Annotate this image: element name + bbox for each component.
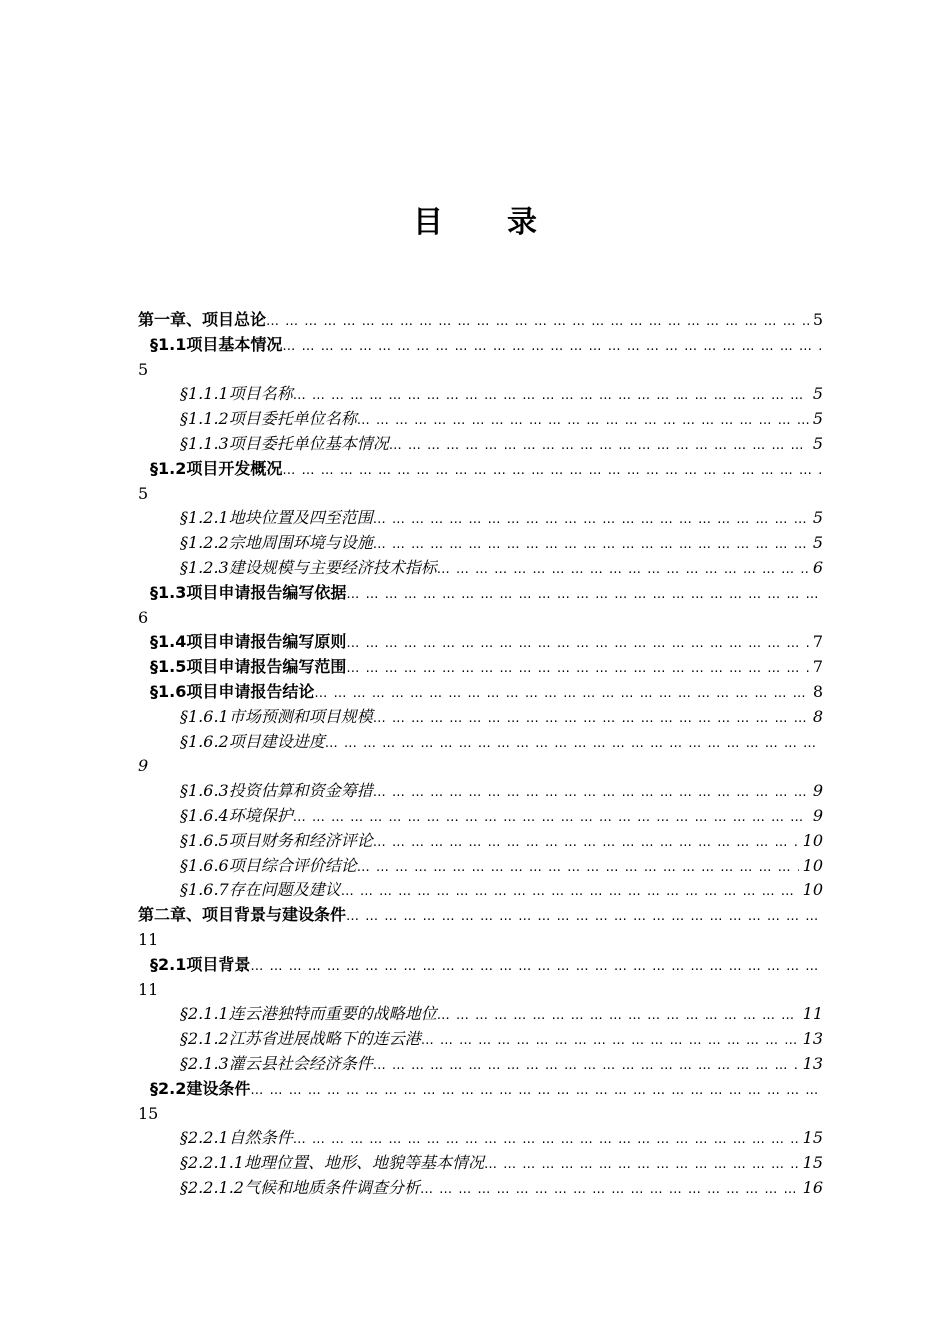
toc-entry[interactable] <box>180 878 823 902</box>
toc-entry-page: 5 <box>138 359 149 379</box>
toc-entry[interactable] <box>150 680 823 704</box>
toc-entry[interactable] <box>150 333 823 357</box>
toc-leader-dots <box>357 856 799 878</box>
toc-entry-page: 8 <box>812 682 823 701</box>
toc-entry-label: §1.6.6项目综合评价结论 <box>180 855 357 875</box>
toc-entry[interactable] <box>180 779 823 803</box>
toc-entry-label: §2.2.1.1地理位置、地形、地貌等基本情况 <box>180 1153 484 1173</box>
toc-entry[interactable] <box>180 382 823 406</box>
toc-entry-label: §1.2.1地块位置及四至范围 <box>180 508 373 528</box>
toc-entry-label: §1.1.2项目委托单位名称 <box>180 409 357 429</box>
toc-leader-dots <box>373 508 809 530</box>
toc-leader-dots <box>373 1054 799 1076</box>
toc-entry-label: §1.2.3建设规模与主要经济技术指标 <box>180 558 437 577</box>
toc-entry-label: §1.5项目申请报告编写范围 <box>150 657 347 677</box>
toc-entry[interactable] <box>150 581 823 605</box>
toc-entry-label: §2.2建设条件 <box>150 1078 251 1098</box>
toc-entry-page: 9 <box>812 781 823 801</box>
toc-entry-page: 5 <box>812 409 823 429</box>
toc-entry-page: 5 <box>812 508 823 528</box>
toc-entry-label: §1.3项目申请报告编写依据 <box>150 582 347 602</box>
toc-leader-dots <box>293 806 809 828</box>
toc-entry[interactable] <box>180 407 823 431</box>
toc-entry-label: §1.2项目开发概况 <box>150 458 283 478</box>
toc-entry[interactable] <box>180 730 823 754</box>
toc-entry[interactable] <box>180 804 823 828</box>
toc-entry-page: 6 <box>138 607 149 627</box>
toc-entry-label: §1.6.7存在问题及建议 <box>180 880 341 900</box>
toc-entry-page: 5 <box>812 434 823 453</box>
toc-entry-label: §1.6.5项目财务和经济评论 <box>180 830 373 850</box>
toc-leader-dots <box>357 409 809 431</box>
toc-leader-dots <box>314 682 808 704</box>
toc-entry[interactable] <box>150 1077 823 1101</box>
title-char-1: 目 <box>413 205 443 240</box>
toc-entry-label: §2.2.1.2气候和地质条件调查分析 <box>180 1178 420 1197</box>
toc-entry-label: §2.1.1连云港独特而重要的战略地位 <box>180 1004 437 1024</box>
toc-entry-label: §2.1.3灌云县社会经济条件 <box>180 1054 373 1073</box>
toc-entry[interactable] <box>150 953 823 977</box>
toc-entry[interactable] <box>180 829 823 853</box>
toc-entry-page: 6 <box>812 558 823 577</box>
toc-entry[interactable] <box>180 1027 823 1051</box>
toc-entry-label: §2.1项目背景 <box>150 954 251 974</box>
toc-entry-page: 5 <box>812 310 823 329</box>
toc-entry[interactable] <box>180 1002 823 1026</box>
toc-entry-page: 11 <box>138 930 159 949</box>
toc-entry[interactable] <box>150 655 823 679</box>
toc-leader-dots <box>266 310 809 332</box>
toc-leader-dots <box>421 1029 799 1051</box>
toc-entry-page: 15 <box>802 1153 823 1173</box>
toc-entry[interactable] <box>180 854 823 878</box>
toc-entry-page: 15 <box>138 1103 159 1123</box>
toc-leader-dots <box>293 1128 799 1150</box>
toc-leader-dots <box>346 657 808 679</box>
toc-entry-page: 9 <box>138 756 149 776</box>
toc-entry[interactable] <box>180 531 823 555</box>
toc-entry-page: 15 <box>802 1128 823 1148</box>
toc-entry-page: 11 <box>138 979 159 999</box>
toc-entry[interactable] <box>180 1052 823 1076</box>
toc-entry-page: 5 <box>138 483 149 503</box>
toc-entry-page: 5 <box>812 384 823 404</box>
toc-entry-label: §1.6项目申请报告结论 <box>150 682 315 701</box>
toc-entry-label: §1.6.3投资估算和资金筹措 <box>180 781 373 801</box>
toc-entry-label: 第一章、项目总论 <box>138 310 267 329</box>
toc-entry-page: 9 <box>812 806 823 825</box>
toc-leader-dots <box>250 955 823 977</box>
toc-entry-page: 16 <box>802 1178 823 1197</box>
toc-leader-dots <box>282 459 823 481</box>
toc-leader-dots <box>346 905 823 927</box>
toc-entry-page: 5 <box>812 533 823 553</box>
toc-leader-dots <box>437 1004 799 1026</box>
toc-entry[interactable] <box>180 556 823 580</box>
toc-entry-label: §2.2.1自然条件 <box>180 1128 293 1148</box>
toc-entry[interactable] <box>150 457 823 481</box>
toc-entry-label: §1.1.1项目名称 <box>180 384 293 404</box>
toc-entry[interactable] <box>138 308 823 332</box>
toc-entry-label: 第二章、项目背景与建设条件 <box>138 905 347 925</box>
toc-entry-label: §1.4项目申请报告编写原则 <box>150 632 347 652</box>
toc-entry-page: 10 <box>802 880 823 900</box>
toc-entry-page: 13 <box>802 1029 823 1049</box>
toc-entry-page: 11 <box>802 1004 823 1024</box>
toc-entry-label: §1.6.1市场预测和项目规模 <box>180 706 373 726</box>
toc-entry[interactable] <box>180 705 823 729</box>
toc-leader-dots <box>341 880 799 902</box>
toc-entry-label: §1.2.2宗地周围环境与设施 <box>180 533 373 553</box>
toc-leader-dots <box>250 1079 823 1101</box>
toc-entry-page: 10 <box>802 830 823 850</box>
toc-leader-dots <box>346 583 823 605</box>
title-char-2: 录 <box>507 205 537 240</box>
toc-leader-dots <box>325 732 823 754</box>
toc-entry-label: §2.1.2江苏省进展战略下的连云港 <box>180 1029 421 1049</box>
page-title <box>0 198 950 248</box>
toc-entry-page: 7 <box>812 632 823 652</box>
toc-entry[interactable] <box>138 903 823 927</box>
toc-entry-page: 8 <box>812 706 823 726</box>
toc-leader-dots <box>389 434 809 456</box>
toc-entry[interactable] <box>180 1126 823 1150</box>
toc-leader-dots <box>420 1178 799 1200</box>
toc-leader-dots <box>346 632 808 654</box>
toc-leader-dots <box>373 781 809 803</box>
toc-entry[interactable] <box>180 432 823 456</box>
toc-entry-label: §1.6.4环境保护 <box>180 806 293 825</box>
toc-entry-page: 10 <box>802 855 823 875</box>
toc-leader-dots <box>373 707 809 729</box>
toc-entry[interactable] <box>180 1176 823 1200</box>
toc-entry-label: §1.6.2项目建设进度 <box>180 731 325 751</box>
toc-entry[interactable] <box>150 630 823 654</box>
toc-entry-page: 7 <box>812 657 823 677</box>
toc-entry-label: §1.1项目基本情况 <box>150 334 283 354</box>
toc-entry[interactable] <box>180 506 823 530</box>
toc-leader-dots <box>373 831 799 853</box>
toc-entry-label: §1.1.3项目委托单位基本情况 <box>180 434 389 453</box>
toc-leader-dots <box>484 1153 799 1175</box>
toc-entry[interactable] <box>180 1151 823 1175</box>
toc-leader-dots <box>282 335 823 357</box>
toc-leader-dots <box>437 558 809 580</box>
toc-leader-dots <box>373 533 809 555</box>
toc-leader-dots <box>293 384 809 406</box>
toc-entry-page: 13 <box>802 1054 823 1073</box>
